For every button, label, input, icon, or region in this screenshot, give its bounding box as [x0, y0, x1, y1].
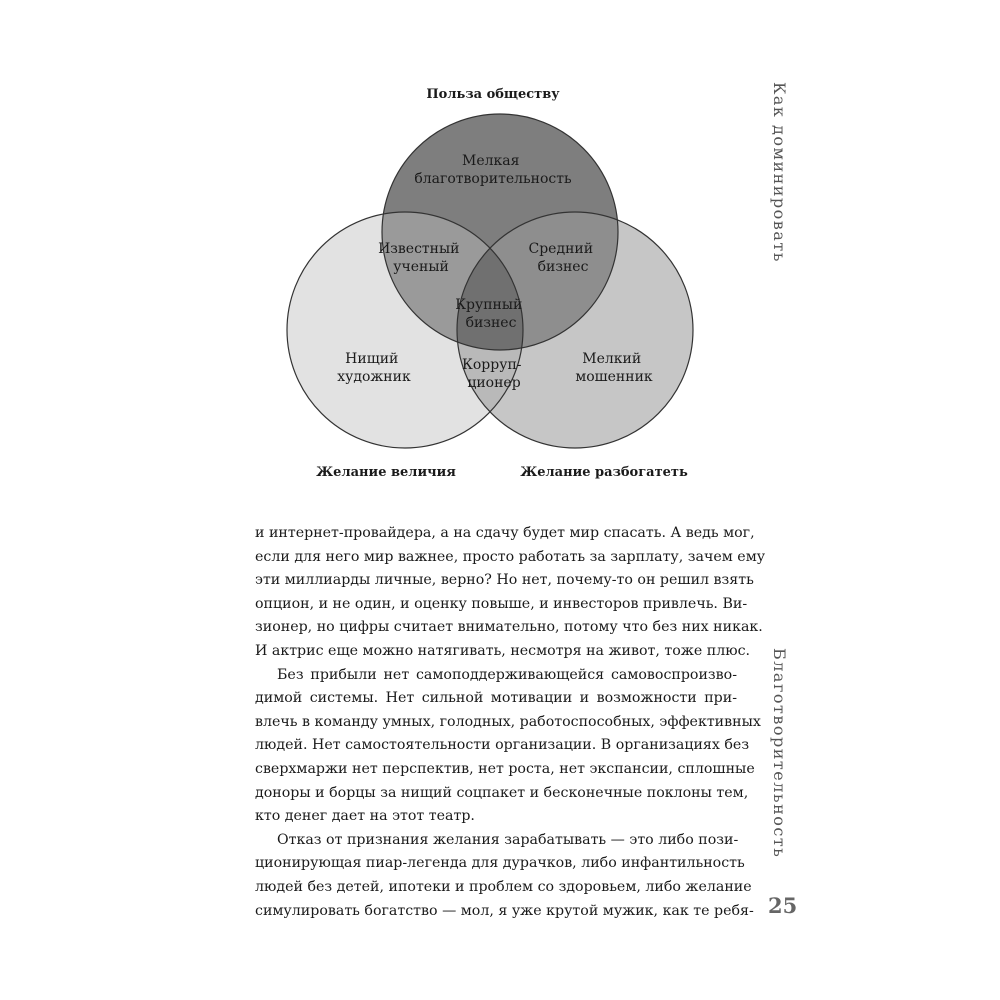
page-number: 25	[768, 893, 798, 918]
label-famous-scientist: Известный ученый	[378, 241, 460, 275]
text-line: влечь в команду умных, голодных, работоспособных, эффективных	[255, 713, 761, 730]
text-line: опцион, и не один, и оценку повыше, и инвесторов привлечь. Ви-	[255, 595, 748, 612]
text-line: симулировать богатство — мол, я уже крутой мужик, как те ребя-	[255, 902, 754, 919]
label-medium-business: Средний бизнес	[528, 241, 594, 275]
label-petty-fraudster: Мелкий мошенник	[575, 351, 653, 385]
text-line: кто денег дает на этот театр.	[255, 808, 475, 825]
title-desire-wealth: Желание разбогатеть	[520, 465, 688, 480]
body-text	[255, 522, 766, 923]
label-corrupt-official: Корруп- ционер	[462, 357, 522, 391]
text-line: эти миллиарды личные, верно? Но нет, почему-то он решил взять	[255, 572, 754, 589]
title-desire-greatness: Желание величия	[316, 465, 456, 480]
title-public-benefit: Польза обществу	[426, 87, 560, 102]
text-line: сверхмаржи нет перспектив, нет роста, нет экспансии, сплошные	[255, 760, 755, 777]
text-line: Без прибыли нет самоподдерживающейся самовоспроизво-	[277, 666, 737, 683]
text-line: людей. Нет самостоятельности организации. В организациях без	[255, 737, 750, 754]
text-line: людей без детей, ипотеки и проблем со здоровьем, либо желание	[255, 878, 752, 895]
text-line: доноры и борцы за нищий соцпакет и бесконечные поклоны тем,	[255, 784, 749, 801]
text-line: И актрис еще можно натягивать, несмотря на живот, тоже плюс.	[255, 642, 751, 659]
running-head-chapter-title: Благотворительность	[770, 648, 789, 859]
text-line: если для него мир важнее, просто работать за зарплату, зачем ему	[255, 548, 766, 565]
running-head-book-title: Как доминировать	[770, 82, 789, 263]
label-poor-artist: Нищий художник	[337, 351, 411, 385]
label-small-charity: Мелкая благотворительность	[414, 153, 572, 187]
text-line: Отказ от признания желания зарабатывать — это либо пози-	[277, 831, 739, 848]
text-line: и интернет-провайдера, а на сдачу будет мир спасать. А ведь мог,	[255, 525, 755, 541]
text-line: зионер, но цифры считает внимательно, потому что без них никак.	[255, 619, 763, 636]
label-big-business: Крупный бизнес	[455, 297, 523, 331]
text-line: ционирующая пиар-легенда для дурачков, либо инфантильность	[255, 855, 745, 872]
text-line: димой системы. Нет сильной мотивации и возможности при-	[255, 690, 737, 707]
